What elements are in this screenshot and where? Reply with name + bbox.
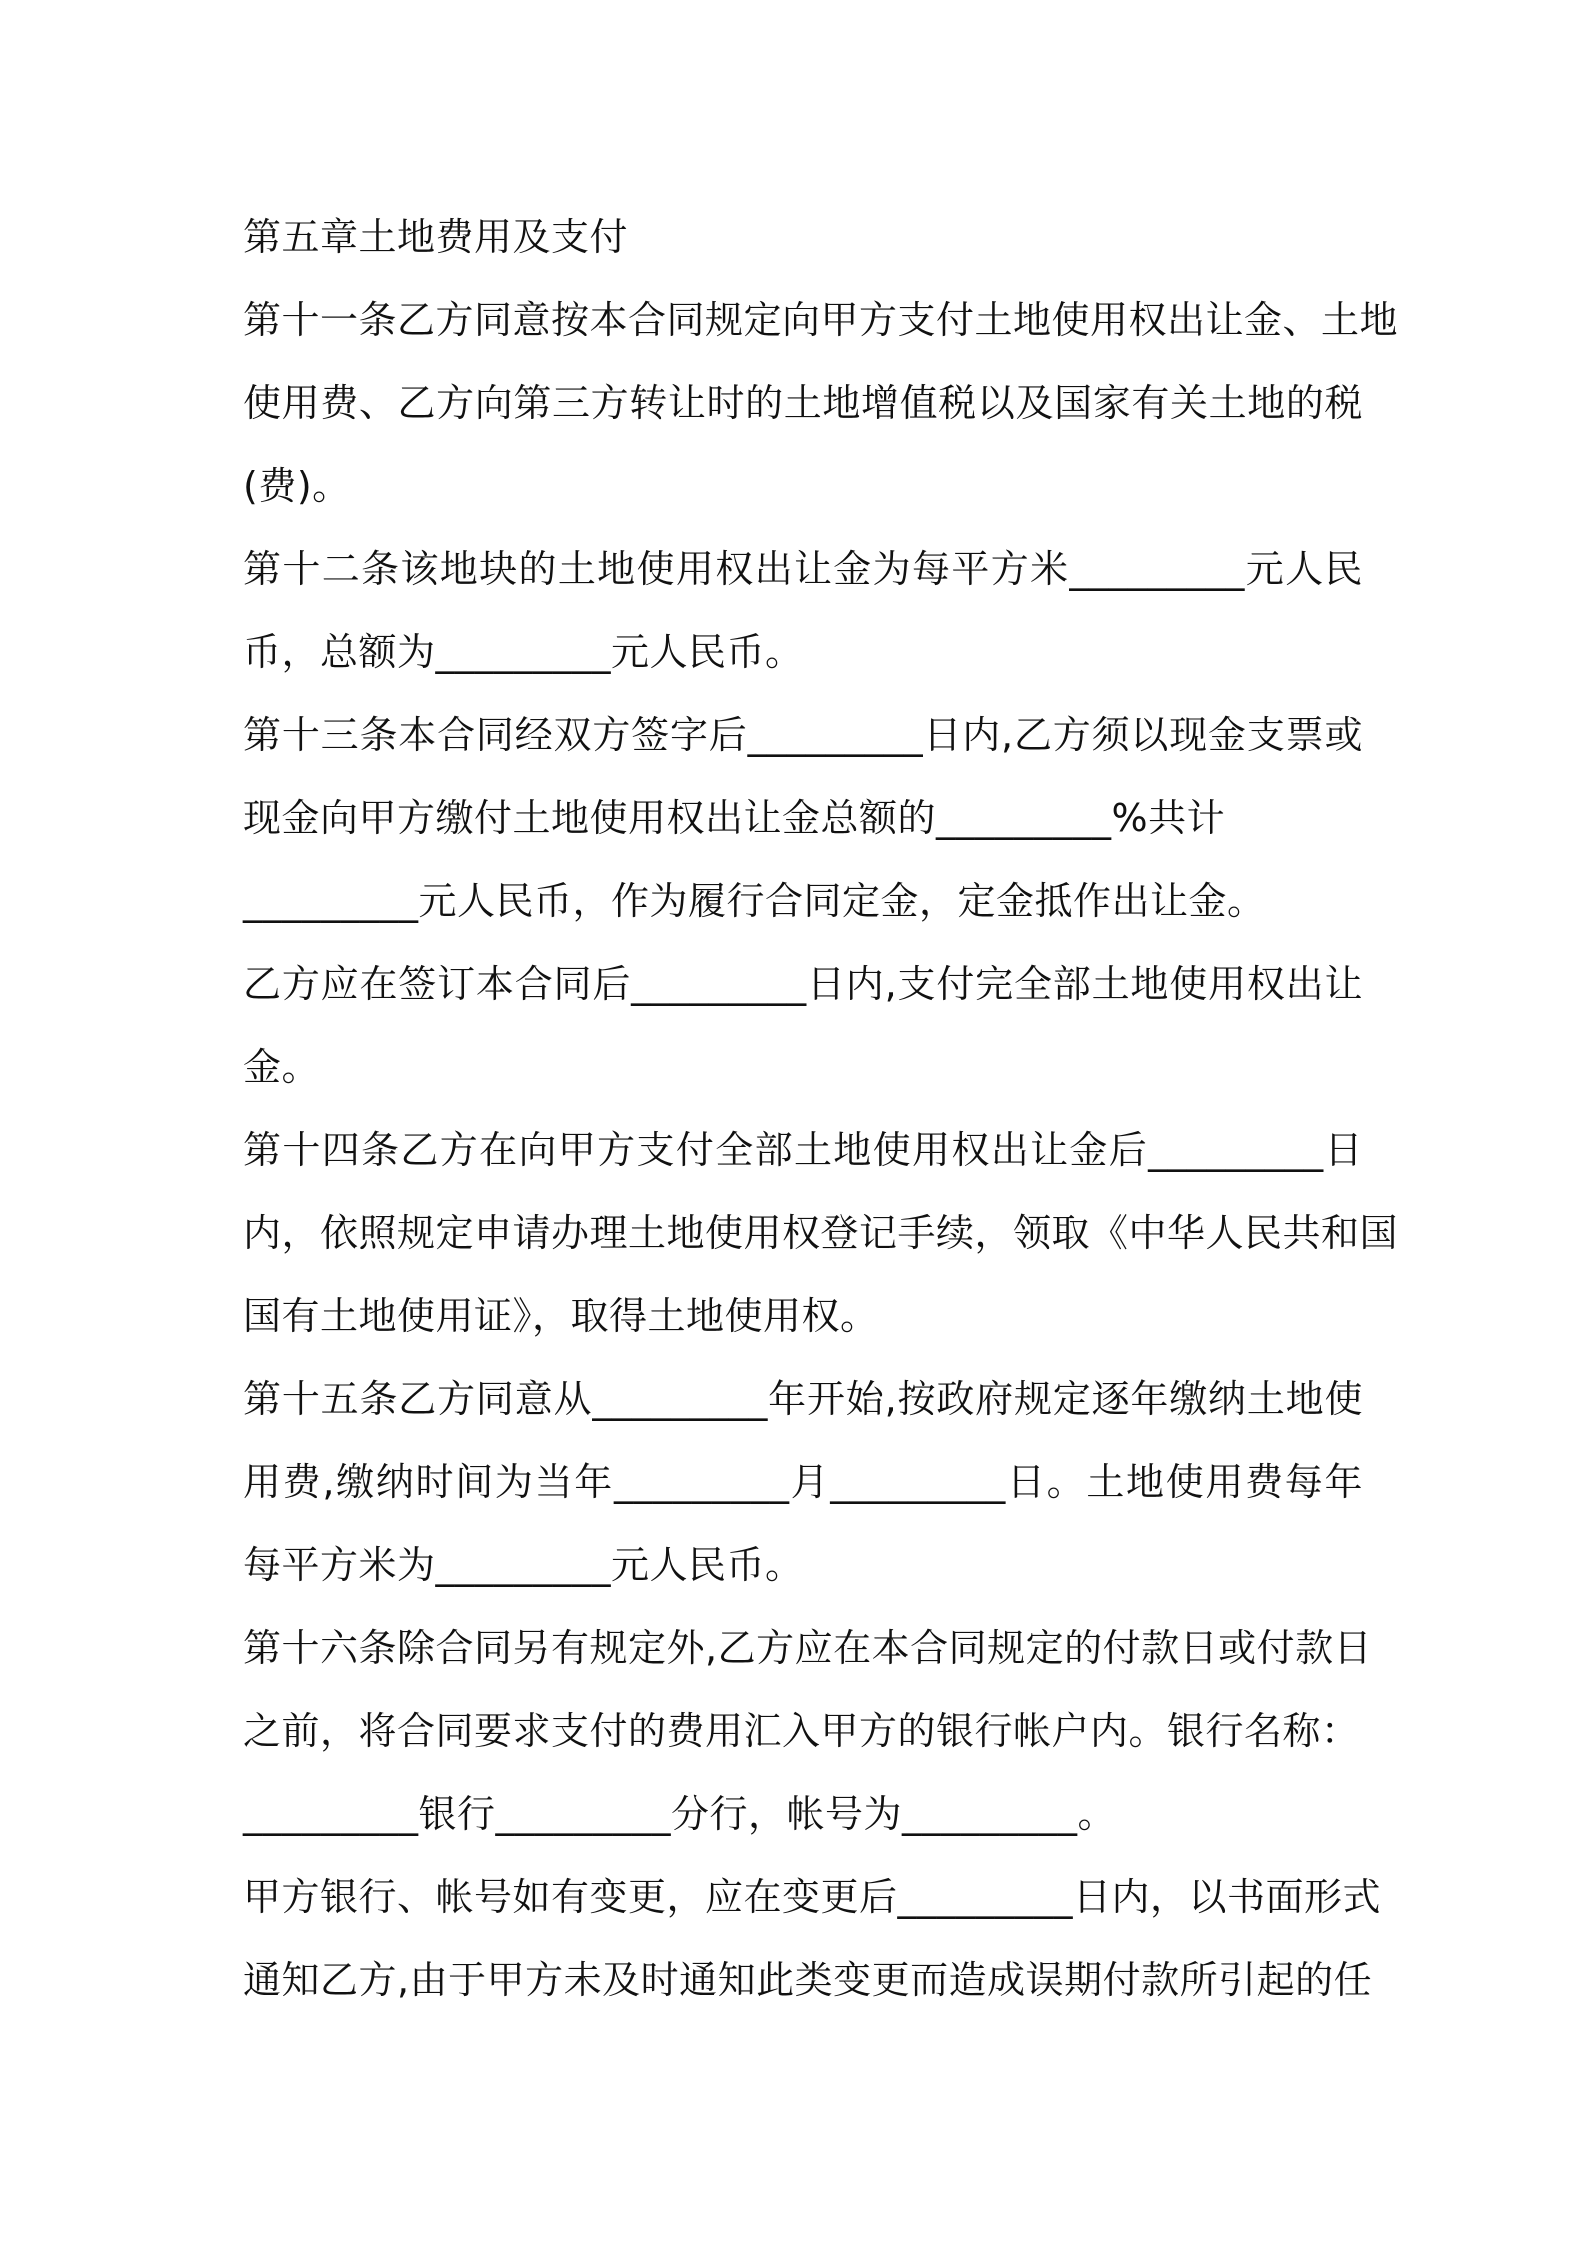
article-15-line-3: 每平方米为_________元人民币。 bbox=[243, 1543, 804, 1587]
article-13-line-1: 第十三条本合同经双方签字后_________日内,乙方须以现金支票或 bbox=[243, 713, 1363, 757]
article-13-line-4: 乙方应在签订本合同后_________日内,支付完全部土地使用权出让 bbox=[243, 962, 1363, 1006]
article-15-line-1: 第十五条乙方同意从_________年开始,按政府规定逐年缴纳土地使 bbox=[243, 1377, 1363, 1421]
article-12-line-2: 币，总额为_________元人民币。 bbox=[243, 630, 804, 674]
article-16-line-3: _________银行_________分行，帐号为_________。 bbox=[243, 1792, 1117, 1836]
article-15-line-2: 用费,缴纳时间为当年_________月_________日。土地使用费每年 bbox=[243, 1460, 1363, 1504]
article-12-line-1: 第十二条该地块的土地使用权出让金为每平方米_________元人民 bbox=[243, 547, 1363, 591]
article-14-line-1: 第十四条乙方在向甲方支付全部土地使用权出让金后_________日 bbox=[243, 1128, 1363, 1172]
article-13-line-3: _________元人民币，作为履行合同定金，定金抵作出让金。 bbox=[243, 879, 1266, 923]
article-11-line-1: 第十一条乙方同意按本合同规定向甲方支付土地使用权出让金、土地 bbox=[243, 298, 1399, 342]
article-13-line-2: 现金向甲方缴付土地使用权出让金总额的_________%共计 bbox=[243, 796, 1226, 840]
article-16-line-2: 之前，将合同要求支付的费用汇入甲方的银行帐户内。银行名称： bbox=[243, 1709, 1360, 1753]
article-16-line-1: 第十六条除合同另有规定外,乙方应在本合同规定的付款日或付款日 bbox=[243, 1626, 1373, 1670]
article-13-line-5: 金。 bbox=[243, 1045, 321, 1089]
article-14-line-3: 国有土地使用证》，取得土地使用权。 bbox=[243, 1294, 879, 1338]
article-14-line-2: 内，依照规定申请办理土地使用权登记手续，领取《中华人民共和国 bbox=[243, 1211, 1399, 1255]
article-16-line-5: 通知乙方,由于甲方未及时通知此类变更而造成误期付款所引起的任 bbox=[243, 1958, 1373, 2002]
chapter-heading: 第五章土地费用及支付 bbox=[243, 215, 629, 259]
article-11-line-3: (费)。 bbox=[243, 464, 351, 508]
document-page bbox=[243, 196, 1399, 2022]
article-16-line-4: 甲方银行、帐号如有变更，应在变更后_________日内，以书面形式 bbox=[243, 1875, 1382, 1919]
article-11-line-2: 使用费、乙方向第三方转让时的土地增值税以及国家有关土地的税 bbox=[243, 381, 1363, 425]
